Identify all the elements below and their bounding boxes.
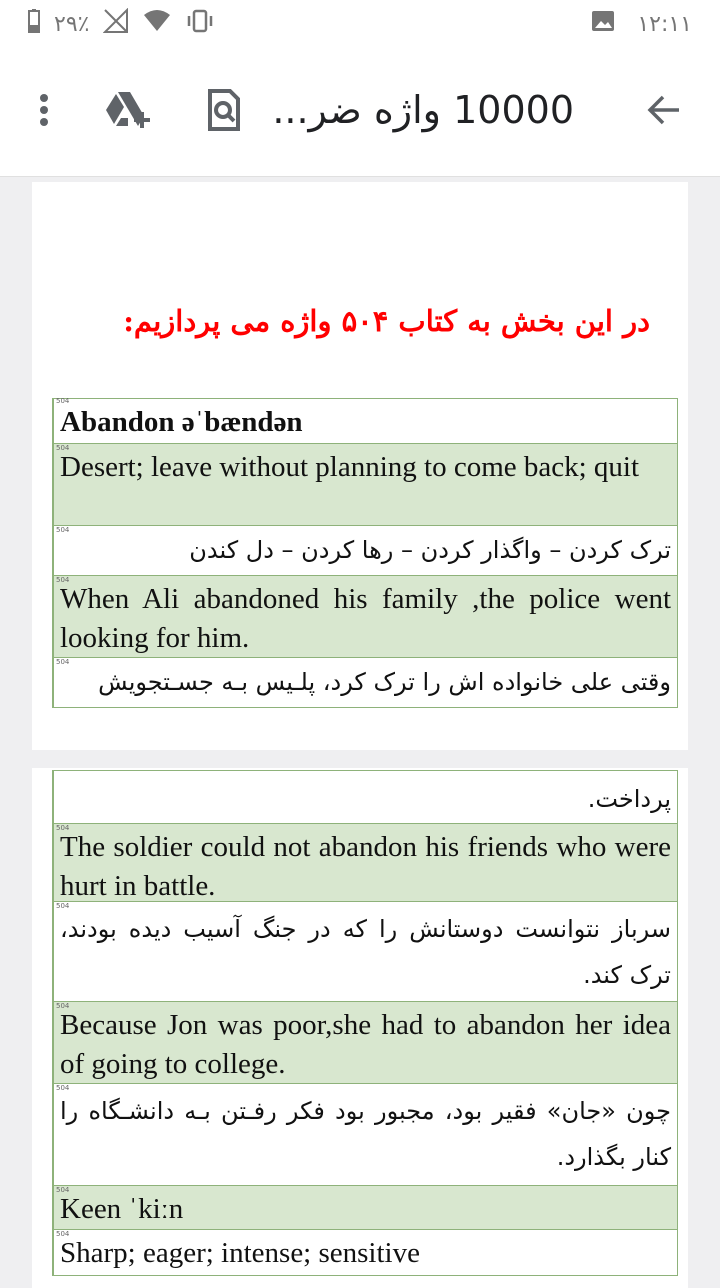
row-tag: 504 (56, 658, 70, 666)
row-tag: 504 (56, 444, 70, 452)
table-row-example (52, 824, 678, 902)
status-right (591, 10, 692, 38)
persian-translation: وقتی علی خانواده اش را ترک کرد، پلـیس بـه جسـتجویش (98, 668, 671, 696)
row-tag: 504 (56, 902, 70, 910)
drive-add-icon (104, 90, 152, 134)
example-sentence: The soldier could not abandon his friends who were hurt in battle. (60, 831, 671, 902)
definition-text: Sharp; eager; intense; sensitive (60, 1237, 420, 1269)
section-heading: در این بخش به کتاب ۵۰۴ واژه می پردازیم: (123, 304, 650, 338)
table-row-continuation (52, 770, 678, 824)
document-title: 10000 واژه ضر... (272, 88, 574, 132)
status-left (28, 10, 215, 38)
persian-translation: سرباز نتوانست دوستانش را که در جنگ آسیب دیده بودند، ترک کند. (60, 915, 671, 989)
row-tag: 504 (56, 1002, 70, 1010)
persian-translation: ترک کردن – واگذار کردن – رها کردن – دل کندن (189, 536, 671, 564)
example-sentence: When Ali abandoned his family ,the police went looking for him. (60, 583, 671, 654)
add-to-drive-button[interactable] (100, 84, 156, 140)
definition-text: Desert; leave without planning to come back; quit (60, 451, 640, 483)
table-row-example-translation (52, 1084, 678, 1186)
clock: ۱۲:۱۱ (637, 11, 692, 37)
table-row-headword (52, 398, 678, 444)
persian-translation: پرداخت. (587, 785, 671, 813)
row-tag: 504 (56, 824, 70, 832)
example-sentence: Because Jon was poor,she had to abandon her idea of going to college. (60, 1009, 671, 1080)
table-row-definition (52, 1230, 678, 1276)
table-row-translation (52, 526, 678, 576)
row-tag: 504 (56, 1186, 70, 1194)
more-vert-icon (38, 93, 50, 131)
row-tag: 504 (56, 526, 70, 534)
battery-icon (28, 9, 40, 39)
row-tag: 504 (56, 1230, 70, 1238)
table-row-headword (52, 1186, 678, 1230)
back-button[interactable] (636, 84, 692, 140)
vibrate-icon (185, 9, 215, 39)
find-in-document-button[interactable] (196, 84, 252, 140)
headword: Abandon əˈbændən (60, 406, 303, 438)
table-row-example (52, 576, 678, 658)
document-page-1 (32, 182, 688, 750)
row-tag: 504 (56, 576, 70, 584)
more-options-button[interactable] (16, 84, 72, 140)
battery-percent: ۲۹٪ (54, 11, 90, 37)
document-page-2 (32, 768, 688, 1288)
arrow-back-icon (647, 95, 681, 129)
find-in-page-icon (206, 89, 242, 135)
table-row-example (52, 1002, 678, 1084)
status-bar (0, 0, 720, 48)
wifi-icon (143, 9, 171, 39)
row-tag: 504 (56, 1084, 70, 1092)
headword: Keen ˈkiːn (60, 1193, 184, 1225)
app-bar (0, 48, 720, 177)
table-row-definition (52, 444, 678, 526)
row-tag: 504 (56, 397, 70, 405)
image-notification-icon (591, 9, 615, 39)
table-row-example-translation (52, 658, 678, 708)
table-row-example-translation (52, 902, 678, 1002)
no-signal-icon (103, 8, 129, 40)
persian-translation: چون «جان» فقیر بود، مجبور بود فکر رفـتن بـه دانشـگاه را کنار بگذارد. (60, 1097, 671, 1171)
